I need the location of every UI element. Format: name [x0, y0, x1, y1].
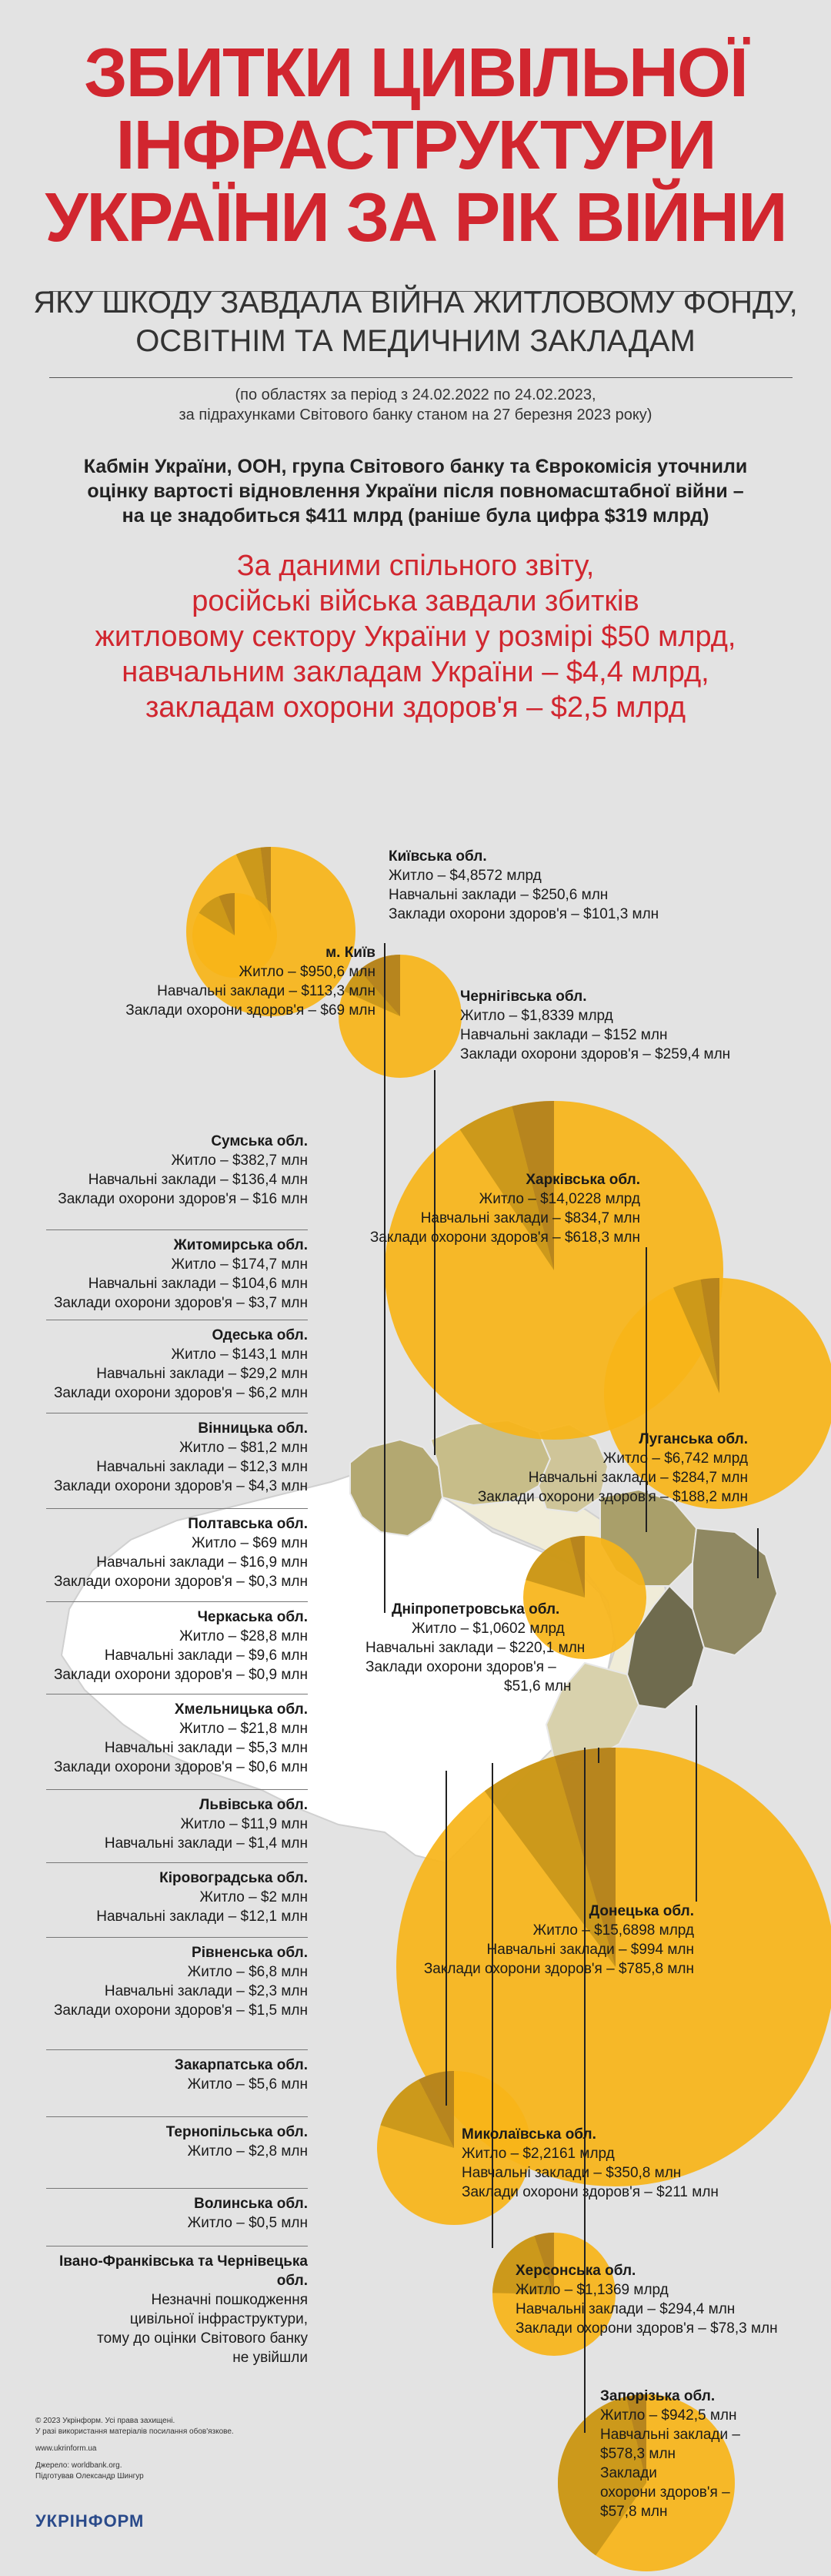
label-khersonska: Херсонська обл. Житло – $1,1369 млрд Навчальні заклади – $294,4 млн Заклади охорони здоров'я – $78,3 млн	[516, 2263, 778, 2337]
left-region-value: Заклади охорони здоров'я – $0,3 млн	[53, 1574, 308, 1590]
left-list-separator	[46, 2188, 308, 2189]
label-dnipropetrovska: Дніпропетровська обл. Житло – $1,0602 млрд Навчальні заклади – $220,1 млн Заклади охорони здоров'я – $51,6 млн	[365, 1601, 586, 1694]
left-region-name: Одеська обл.	[212, 1327, 308, 1343]
label-kharkivska: Харківська обл. Житло – $14,0228 млрд Навчальні заклади – $834,7 млн Заклади охорони здоров'я – $618,3 млн	[369, 1172, 640, 1246]
left-region-row	[46, 1514, 308, 1591]
intro-text: Кабмін України, ООН, група Світового банку та Єврокомісія уточнили оцінку вартості відновлення України після повномасштабної війни – на це знадобиться $411 млрд (раніше була цифра $319 млрд)	[83, 456, 748, 527]
left-region-row	[46, 1419, 308, 1496]
left-region-name: Закарпатська обл.	[174, 2057, 308, 2073]
left-region-name: Тернопільська обл.	[165, 2124, 308, 2140]
left-region-name: Полтавська обл.	[188, 1516, 308, 1532]
ukrinform-logo: УКРІНФОРМ	[35, 2511, 145, 2531]
left-list-separator	[46, 1508, 308, 1509]
left-region-value: Житло – $143,1 млн	[171, 1347, 308, 1363]
left-region-row	[46, 1868, 308, 1926]
left-region-value: Навчальні заклади – $16,9 млн	[96, 1554, 308, 1571]
left-region-row	[46, 2123, 308, 2161]
left-list-separator	[46, 1862, 308, 1863]
left-region-row	[46, 1607, 308, 1684]
left-region-value: Незначні пошкодження	[151, 2292, 308, 2308]
label-kyiv: м. Київ Житло – $950,6 млн Навчальні заклади – $113,3 млн Заклади охорони здоров'я – $69 млн	[125, 945, 375, 1019]
left-region-value: Навчальні заклади – $104,6 млн	[88, 1276, 308, 1292]
highlight-text: За даними спільного звіту, російські війська завдали збитків житловому сектору України у розмірі $50 млрд, навчальним закладам України – $4,4 млрд, закладам охорони здоров'я – $2,5 млрд	[95, 550, 736, 724]
left-region-value: Навчальні заклади – $1,4 млн	[104, 1835, 308, 1852]
left-list-separator	[46, 1789, 308, 1790]
map-luhansk-region	[692, 1528, 777, 1655]
left-region-row	[46, 1326, 308, 1403]
left-region-row	[46, 1132, 308, 1209]
left-region-value: цивільної інфраструктури,	[129, 2311, 308, 2327]
left-region-value: Навчальні заклади – $5,3 млн	[104, 1740, 308, 1756]
left-region-row	[46, 1943, 308, 2020]
left-region-value: Житло – $28,8 млн	[179, 1628, 308, 1644]
left-region-value: Житло – $2 млн	[199, 1889, 308, 1905]
label-kyivska: Київська обл. Житло – $4,8572 млрд Навчальні заклади – $250,6 млн Заклади охорони здоров'я – $101,3 млн	[389, 848, 659, 922]
footer: © 2023 Укрінформ. Усі права захищені. У разі використання матеріалів посилання обов'язкове. www.ukrinform.ua Джерело: worldbank.org. Підготував Олександр Шингур	[35, 2417, 234, 2481]
left-region-name: Черкаська обл.	[197, 1609, 308, 1625]
left-region-value: Навчальні заклади – $2,3 млн	[104, 1983, 308, 1999]
left-region-value: Житло – $382,7 млн	[171, 1153, 308, 1169]
left-region-value: Навчальні заклади – $29,2 млн	[96, 1366, 308, 1382]
left-region-value: Житло – $174,7 млн	[171, 1256, 308, 1273]
left-region-value: Житло – $0,5 млн	[187, 2215, 308, 2231]
left-region-name: Хмельницька обл.	[174, 1701, 308, 1718]
left-region-value: Житло – $69 млн	[191, 1535, 308, 1551]
left-region-name: Рівненська обл.	[192, 1945, 308, 1961]
left-region-row	[46, 2194, 308, 2233]
left-region-value: Навчальні заклади – $9,6 млн	[104, 1648, 308, 1664]
left-region-name: Волинська обл.	[194, 2196, 308, 2212]
left-region-row	[46, 2252, 308, 2367]
page-title: ЗБИТКИ ЦИВІЛЬНОЇ ІНФРАСТРУКТУРИ УКРАЇНИ ЗА РІК ВІЙНИ	[45, 35, 786, 256]
left-region-name: Житомирська обл.	[173, 1237, 308, 1253]
left-region-value: Житло – $2,8 млн	[187, 2143, 308, 2159]
left-region-value: Житло – $81,2 млн	[179, 1440, 308, 1456]
label-luhanska: Луганська обл. Житло – $6,742 млрд Навчальні заклади – $284,7 млн Заклади охорони здоров'я – $188,2 млн	[477, 1431, 748, 1505]
left-region-value: Житло – $6,8 млн	[187, 1964, 308, 1980]
left-region-name: Вінницька обл.	[198, 1420, 308, 1437]
period-note: (по областях за період з 24.02.2022 по 24.02.2023, за підрахунками Світового банку станом на 27 березня 2023 року)	[179, 386, 652, 423]
subtitle: ЯКУ ШКОДУ ЗАВДАЛА ВІЙНА ЖИТЛОВОМУ ФОНДУ, ОСВІТНІМ ТА МЕДИЧНИМ ЗАКЛАДАМ	[33, 286, 798, 358]
left-region-value: Заклади охорони здоров'я – $0,6 млн	[53, 1759, 308, 1775]
left-region-value: Заклади охорони здоров'я – $3,7 млн	[53, 1295, 308, 1311]
left-region-value: Навчальні заклади – $136,4 млн	[88, 1172, 308, 1188]
left-region-value: Житло – $21,8 млн	[179, 1721, 308, 1737]
left-region-row	[46, 1795, 308, 1853]
label-zaporizka: Запорізька обл. Житло – $942,5 млн Навчальні заклади – $578,3 млн Заклади охорони здоров'я – $57,8 млн	[600, 2388, 740, 2520]
left-region-value: не увійшли	[232, 2350, 308, 2366]
left-region-value: Заклади охорони здоров'я – $0,9 млн	[53, 1667, 308, 1683]
left-region-value: Заклади охорони здоров'я – $4,3 млн	[53, 1478, 308, 1494]
left-list-separator	[46, 2049, 308, 2050]
left-region-name: Львівська обл.	[199, 1797, 308, 1813]
left-list-separator	[46, 1601, 308, 1602]
left-region-name: Івано-Франківська та Чернівецька обл.	[58, 2253, 308, 2289]
left-region-row	[46, 2056, 308, 2094]
left-region-value: Заклади охорони здоров'я – $16 млн	[58, 1191, 308, 1207]
left-region-name: Сумська обл.	[211, 1133, 308, 1149]
left-list-separator	[46, 1937, 308, 1938]
left-region-value: Заклади охорони здоров'я – $6,2 млн	[53, 1385, 308, 1401]
left-region-name: Кіровоградська обл.	[159, 1870, 308, 1886]
left-region-value: Заклади охорони здоров'я – $1,5 млн	[53, 2002, 308, 2019]
left-list-separator	[46, 2116, 308, 2117]
left-region-value: Навчальні заклади – $12,1 млн	[96, 1909, 308, 1925]
left-list-separator	[46, 1229, 308, 1230]
left-region-row	[46, 1700, 308, 1777]
label-donetska: Донецька обл. Житло – $15,6898 млрд Навчальні заклади – $994 млн Заклади охорони здоров'я – $785,8 млн	[423, 1903, 694, 1977]
left-region-value: тому до оцінки Світового банку	[97, 2330, 308, 2347]
left-region-value: Житло – $11,9 млн	[180, 1816, 308, 1832]
left-region-value: Житло – $5,6 млн	[187, 2076, 308, 2093]
label-mykolaivska: Миколаївська обл. Житло – $2,2161 млрд Навчальні заклади – $350,8 млн Заклади охорони здоров'я – $211 млн	[462, 2126, 719, 2200]
left-region-row	[46, 1236, 308, 1313]
left-region-value: Навчальні заклади – $12,3 млн	[96, 1459, 308, 1475]
label-chernihivska: Чернігівська обл. Житло – $1,8339 млрд Навчальні заклади – $152 млн Заклади охорони здоров'я – $259,4 млн	[460, 989, 731, 1062]
